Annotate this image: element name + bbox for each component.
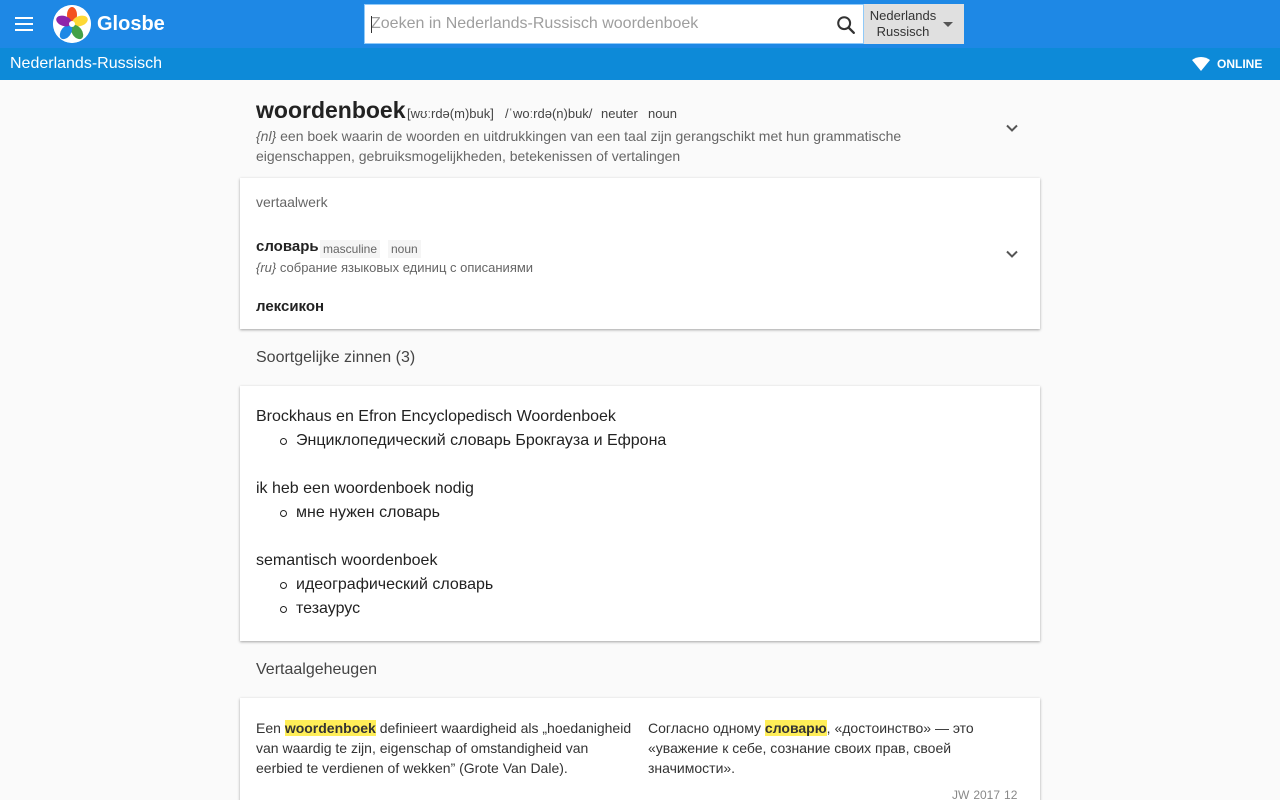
gender-tag: neuter: [601, 106, 638, 121]
glosbe-logo-icon[interactable]: [53, 5, 91, 43]
text-cursor: [371, 16, 372, 33]
highlighted-term: woordenboek: [284, 720, 376, 736]
memory-target-sentence: Согласно одному словарю, «достоинство» — это «уважение к себе, сознание своих прав, своей значимости».: [648, 720, 974, 776]
pos-tag: noun: [648, 106, 677, 121]
top-app-bar: [0, 0, 1280, 48]
definition-text: een boek waarin de woorden en uitdrukkingen van een taal zijn gerangschikt met hun grammatische eigenschappen, gebruiksmogelijkheden, betekenissen of vertalingen: [256, 128, 902, 164]
phrase-translation[interactable]: тезаурус: [296, 600, 361, 617]
brand-name[interactable]: Glosbe: [97, 13, 165, 35]
translations-card: [240, 178, 1040, 329]
chevron-down-icon[interactable]: [1002, 118, 1022, 138]
ipa-pronunciation: [wʊːrdə(m)buk]: [407, 106, 494, 121]
dictionary-title: Nederlands-Russisch: [10, 55, 163, 72]
target-language: Russisch: [876, 24, 930, 39]
gender-tag: masculine: [320, 240, 380, 258]
translation-definition: [256, 260, 533, 275]
phrase-translation[interactable]: идеографический словарь: [296, 576, 494, 593]
ipa-pronunciation-alt: /ˈwoːrdə(n)buk/: [505, 106, 593, 121]
pos-tag: noun: [388, 240, 421, 258]
source-name: JW: [952, 788, 970, 800]
definition-text: собрание языковых единиц с описаниями: [279, 260, 534, 275]
online-label: ONLINE: [1217, 57, 1263, 71]
bullet-icon: [280, 606, 287, 613]
entry-definition: [256, 126, 946, 166]
wifi-icon: [1192, 57, 1210, 71]
similar-phrases-card: [240, 386, 1040, 641]
translation-word[interactable]: словарь: [256, 238, 319, 255]
similar-phrases-title: Soortgelijke zinnen (3): [256, 349, 416, 366]
bullet-icon: [280, 582, 287, 589]
source-language: Nederlands: [869, 8, 937, 23]
phrase-source[interactable]: semantisch woordenboek: [256, 552, 438, 569]
search-box: [364, 4, 864, 44]
search-icon[interactable]: [835, 14, 857, 36]
dictionary-bar: [0, 48, 1280, 80]
translation-memory-card: [240, 698, 1040, 800]
definition-language: {nl}: [256, 128, 277, 144]
translation-category: vertaalwerk: [256, 194, 328, 210]
bullet-icon: [280, 438, 287, 445]
caret-down-icon: [943, 22, 953, 27]
translation-memory-title: Vertaalgeheugen: [256, 661, 377, 678]
source-number: 12: [1004, 788, 1018, 800]
phrase-source[interactable]: Brockhaus en Efron Encyclopedisch Woordenboek: [256, 408, 616, 425]
translation-word[interactable]: лексикон: [256, 298, 325, 315]
search-input[interactable]: [371, 5, 831, 43]
phrase-source[interactable]: ik heb een woordenboek nodig: [256, 480, 474, 497]
memory-source-sentence: Een woordenboek definieert waardigheid als „hoedanigheid van waardig te zijn, eigenschap of omstandigheid van eerbied te verdienen of wekken” (Grote Van Dale).: [256, 720, 632, 776]
highlighted-term: словарю: [764, 720, 827, 736]
definition-language: {ru}: [256, 260, 277, 275]
source-year: 2017: [973, 788, 1001, 800]
headword: woordenboek: [256, 97, 406, 123]
bullet-icon: [280, 510, 287, 517]
language-pair-select[interactable]: [864, 4, 964, 44]
chevron-down-icon[interactable]: [1002, 244, 1022, 264]
phrase-translation[interactable]: мне нужен словарь: [296, 504, 440, 521]
menu-icon[interactable]: [12, 12, 36, 36]
memory-source-reference[interactable]: [948, 788, 1017, 800]
phrase-translation[interactable]: Энциклопедический словарь Брокгауза и Ефрона: [296, 432, 667, 449]
